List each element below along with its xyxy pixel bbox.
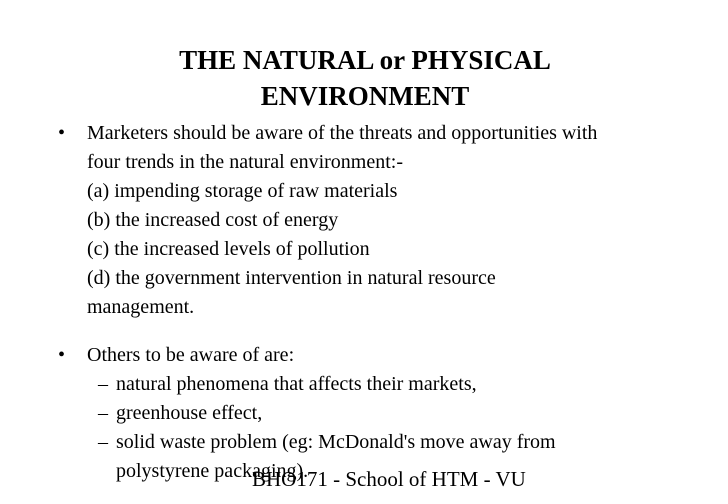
- list-item-continuation: management.: [87, 296, 195, 318]
- list-item: (b) the increased cost of energy: [87, 209, 339, 231]
- list-item-text: polystyrene packaging).: [116, 460, 309, 482]
- list-item: (d) the government intervention in natural resource: [87, 267, 496, 289]
- dash-marker: –: [98, 373, 108, 395]
- list-item-text: natural phenomena that affects their markets,: [116, 373, 477, 395]
- slide-title: [110, 42, 620, 114]
- list-item: (a) impending storage of raw materials: [87, 180, 398, 202]
- list-item: [58, 370, 698, 399]
- bullet-point-1: [58, 119, 698, 322]
- slide-title-line-1: THE NATURAL or PHYSICAL: [179, 45, 551, 75]
- bullet-marker: •: [58, 122, 66, 144]
- list-item-text: solid waste problem (eg: McDonald's move away from: [116, 431, 556, 453]
- list-item: [58, 428, 698, 457]
- bullet-marker: •: [58, 344, 66, 366]
- list-item: (c) the increased levels of pollution: [87, 238, 370, 260]
- dash-marker: –: [98, 402, 108, 424]
- slide-title-line-2: ENVIRONMENT: [260, 81, 470, 111]
- slide-footer: BHO171 - School of HTM - VU: [252, 467, 526, 491]
- bullet-text-line-2: four trends in the natural environment:-: [87, 151, 404, 173]
- list-item: [58, 399, 698, 428]
- list-item-text: greenhouse effect,: [116, 402, 263, 424]
- dash-marker: –: [98, 431, 108, 453]
- bullet-text: Others to be aware of are:: [87, 344, 295, 366]
- bullet-text-line-1: Marketers should be aware of the threats and opportunities with: [87, 122, 598, 144]
